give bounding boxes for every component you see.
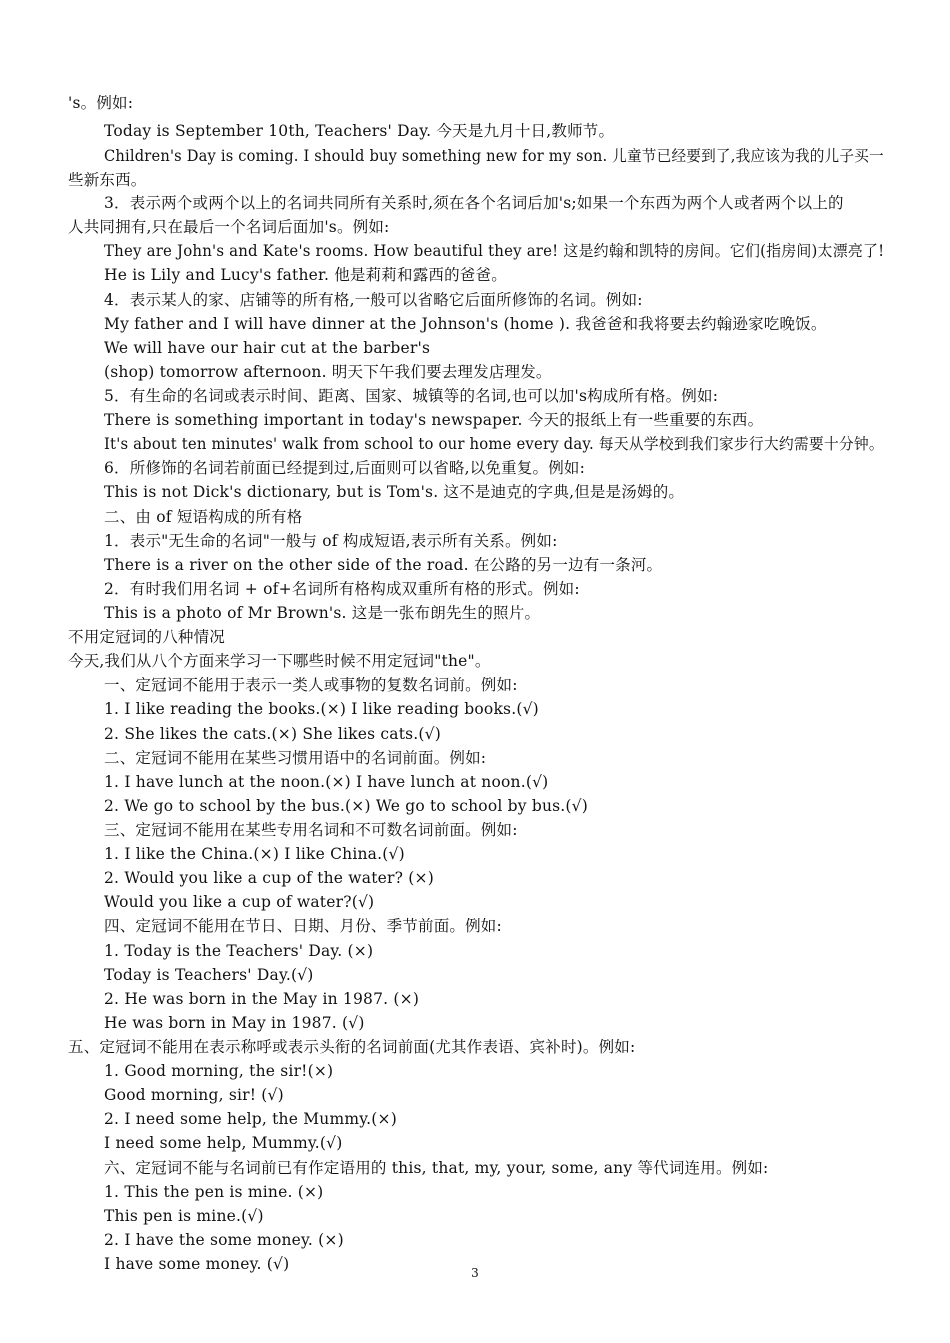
- text-line: This is not Dick's dictionary, but is Tom's. 这不是迪克的字典,但是是汤姆的。: [104, 483, 685, 501]
- section-heading: 六、定冠词不能与名词前已有作定语用的 this, that, my, your, some, any 等代词连用。例如:: [104, 1159, 769, 1177]
- text-line: This is a photo of Mr Brown's. 这是一张布朗先生的照片。: [104, 604, 541, 622]
- text-line: 些新东西。: [68, 171, 147, 189]
- text-line: 's。例如:: [68, 94, 134, 112]
- text-line: 2．有时我们用名词 + of+名词所有格构成双重所有格的形式。例如:: [104, 580, 580, 598]
- example-line: 2. We go to school by the bus.(×) We go to school by bus.(√): [104, 797, 588, 815]
- example-line: 2. Would you like a cup of the water? (×): [104, 869, 434, 887]
- section-heading: 五、定冠词不能用在表示称呼或表示头衔的名词前面(尤其作表语、宾补时)。例如:: [68, 1038, 636, 1056]
- example-line: This pen is mine.(√): [104, 1207, 264, 1225]
- text-line: We will have our hair cut at the barber's: [104, 339, 431, 357]
- example-line: 2. He was born in the May in 1987. (×): [104, 990, 420, 1008]
- example-line: Would you like a cup of water?(√): [104, 893, 375, 911]
- text-line: 5．有生命的名词或表示时间、距离、国家、城镇等的名词,也可以加's构成所有格。例如:: [104, 387, 719, 405]
- text-line: It's about ten minutes' walk from school to our home every day. 每天从学校到我们家步行大约需要十分钟。: [104, 435, 884, 453]
- section-heading: 二、由 of 短语构成的所有格: [104, 508, 303, 526]
- example-line: 2. I need some help, the Mummy.(×): [104, 1110, 397, 1128]
- text-line: 1．表示"无生命的名词"一般与 of 构成短语,表示所有关系。例如:: [104, 532, 558, 550]
- section-heading: 二、定冠词不能用在某些习惯用语中的名词前面。例如:: [104, 749, 487, 767]
- example-line: 2. She likes the cats.(×) She likes cats.(√): [104, 725, 441, 743]
- text-line: My father and I will have dinner at the Johnson's (home ). 我爸爸和我将要去约翰逊家吃晚饭。: [104, 315, 827, 333]
- text-line: Today is September 10th, Teachers' Day. 今天是九月十日,教师节。: [104, 122, 615, 140]
- text-line: 4．表示某人的家、店铺等的所有格,一般可以省略它后面所修饰的名词。例如:: [104, 291, 643, 309]
- example-line: 1. I like reading the books.(×) I like reading books.(√): [104, 700, 539, 718]
- example-line: 1. This the pen is mine. (×): [104, 1183, 324, 1201]
- text-line: 3．表示两个或两个以上的名词共同所有关系时,须在各个名词后加's;如果一个东西为两个人或者两个以上的: [104, 194, 844, 212]
- text-line: Children's Day is coming. I should buy something new for my son. 儿童节已经要到了,我应该为我的儿子买一: [104, 147, 884, 165]
- text-line: 6．所修饰的名词若前面已经提到过,后面则可以省略,以免重复。例如:: [104, 459, 586, 477]
- example-line: I need some help, Mummy.(√): [104, 1134, 343, 1152]
- text-line: They are John's and Kate's rooms. How beautiful they are! 这是约翰和凯特的房间。它们(指房间)太漂亮了!: [104, 242, 885, 260]
- text-line: 人共同拥有,只在最后一个名词后面加's。例如:: [68, 218, 390, 236]
- example-line: I have some money. (√): [104, 1255, 290, 1273]
- example-line: He was born in May in 1987. (√): [104, 1014, 365, 1032]
- text-line: There is something important in today's newspaper. 今天的报纸上有一些重要的东西。: [104, 411, 764, 429]
- example-line: Good morning, sir! (√): [104, 1086, 284, 1104]
- article-title: 不用定冠词的八种情况: [68, 628, 226, 646]
- section-heading: 三、定冠词不能用在某些专用名词和不可数名词前面。例如:: [104, 821, 518, 839]
- example-line: 2. I have the some money. (×): [104, 1231, 344, 1249]
- text-line: There is a river on the other side of the road. 在公路的另一边有一条河。: [104, 556, 663, 574]
- text-line: (shop) tomorrow afternoon. 明天下午我们要去理发店理发。: [104, 363, 552, 381]
- example-line: 1. Good morning, the sir!(×): [104, 1062, 334, 1080]
- page-number: 3: [471, 1266, 479, 1280]
- text-line: 今天,我们从八个方面来学习一下哪些时候不用定冠词"the"。: [68, 652, 491, 670]
- example-line: 1. Today is the Teachers' Day. (×): [104, 942, 374, 960]
- section-heading: 一、定冠词不能用于表示一类人或事物的复数名词前。例如:: [104, 676, 518, 694]
- text-line: He is Lily and Lucy's father. 他是莉莉和露西的爸爸。: [104, 266, 507, 284]
- section-heading: 四、定冠词不能用在节日、日期、月份、季节前面。例如:: [104, 917, 502, 935]
- example-line: Today is Teachers' Day.(√): [104, 966, 314, 984]
- example-line: 1. I have lunch at the noon.(×) I have lunch at noon.(√): [104, 773, 549, 791]
- example-line: 1. I like the China.(×) I like China.(√): [104, 845, 405, 863]
